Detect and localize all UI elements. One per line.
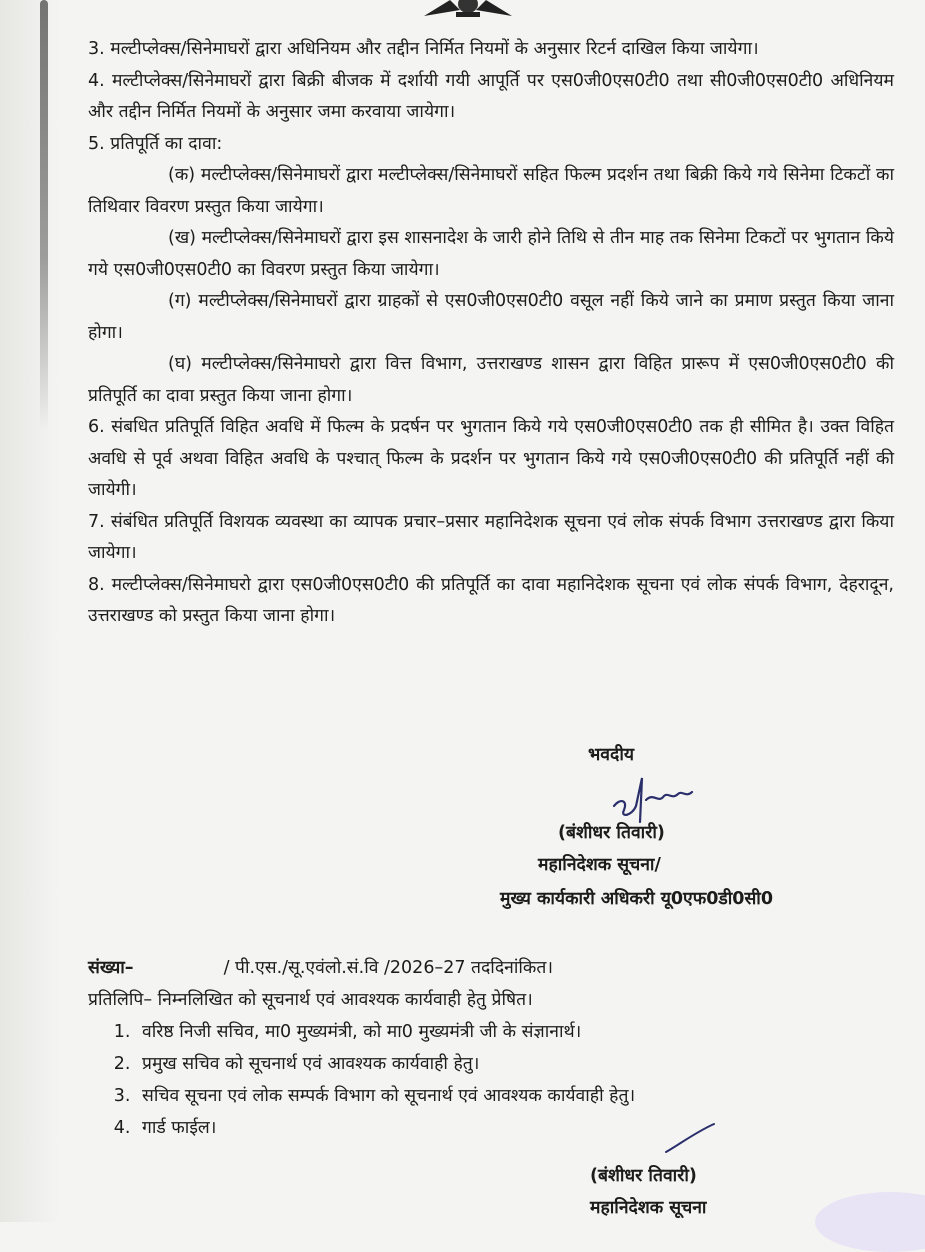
letter-body [88,34,894,633]
copy-to-list [88,1016,898,1144]
paragraph-6: 6. संबधित प्रतिपूर्ति विहित अवधि में फिल्म के प्रदर्षन पर भुगतान किये गये एस0जी0एस0टी0 तक ही सीमित है। उक्त विहित अवधि से पूर्व अथवा विहित अवधि के पश्चात् फिल्म के प्रदर्शन पर भुगतान किये गये एस0जी0एस0टी0 की प्रतिपूर्ति नहीं की जायेगी। [88,417,894,500]
paragraph-8: 8. मल्टीप्लेक्स/सिनेमाघरो द्वारा एस0जी0एस0टी0 की प्रतिपूर्ति का दावा महानिदेशक सूचना एवं लोक संपर्क विभाग, देहरादून, उत्तराखण्ड को प्रस्तुत किया जाना होगा। [88,574,894,626]
paragraph-5-gha: (घ) मल्टीप्लेक्स/सिनेमाघरो द्वारा वित्त विभाग, उत्तराखण्ड शासन द्वारा विहित प्रारूप में एस0जी0एस0टी0 की प्रतिपूर्ति का दावा प्रस्तुत किया जाना होगा। [88,354,894,406]
closing-text: भवदीय [588,745,635,765]
reference-number: / पी.एस./सू.एवंलो.सं.वि /2026–27 तददिनांकित। [223,958,553,978]
signature-block [500,742,900,910]
reference-label: संख्या– [88,958,134,978]
paragraph-5-ka: (क) मल्टीप्लेक्स/सिनेमाघरों द्वारा मल्टीप्लेक्स/सिनेमाघरों सहित फिल्म प्रदर्शन तथा बिक्री किये गये सिनेमा टिकटों का तिथिवार विवरण प्रस्तुत किया जायेगा। [88,165,894,217]
page-fold-mark [40,0,48,430]
second-signatory-name: (बंशीधर तिवारी) [590,1166,697,1186]
signatory-designation-1: महानिदेशक सूचना/ [538,855,661,875]
second-signatory-designation: महानिदेशक सूचना [590,1198,707,1218]
page-left-shadow [0,0,60,1222]
copy-to-line: प्रतिलिपि– निम्नलिखित को सूचनार्थ एवं आवश्यक कार्यवाही हेतु प्रेषित। [88,990,533,1010]
initial-signature-stroke [660,1118,720,1158]
list-item: 2. प्रमुख सचिव को सूचनार्थ एवं आवश्यक कार्यवाही हेतु। [136,1048,898,1080]
reference-section [88,952,898,1144]
paragraph-5-kha: (ख) मल्टीप्लेक्स/सिनेमाघरों द्वारा इस शासनादेश के जारी होने तिथि से तीन माह तक सिनेमा टिकटों पर भुगतान किये गये एस0जी0एस0टी0 का विवरण प्रस्तुत किया जायेगा। [88,228,894,280]
paragraph-4: 4. मल्टीप्लेक्स/सिनेमाघरों द्वारा बिक्री बीजक में दर्शायी गयी आपूर्ति पर एस0जी0एस0टी0 तथा सी0जी0एस0टी0 अधिनियम और तद्दीन निर्मित नियमों के अनुसार जमा करवाया जायेगा। [88,70,894,122]
reference-number-line [88,952,898,984]
list-item: 4. गार्ड फाईल। [136,1112,898,1144]
handwritten-signature [606,770,716,826]
paragraph-5: 5. प्रतिपूर्ति का दावा: [88,133,223,154]
signatory-name: (बंशीधर तिवारी) [558,823,665,843]
signatory-designation-2: मुख्य कार्यकारी अधिकरी यू0एफ0डी0सी0 [500,889,773,909]
list-item: 3. सचिव सूचना एवं लोक सम्पर्क विभाग को सूचनार्थ एवं आवश्यक कार्यवाही हेतु। [136,1080,898,1112]
paragraph-7: 7. संबंधित प्रतिपूर्ति विशयक व्यवस्था का व्यापक प्रचार–प्रसार महानिदेशक सूचना एवं लोक संपर्क विभाग उत्तराखण्ड द्वारा किया जायेगा। [88,511,894,563]
list-item: 1. वरिष्ठ निजी सचिव, मा0 मुख्यमंत्री, को मा0 मुख्यमंत्री जी के संज्ञानार्थ। [136,1016,898,1048]
paragraph-3: 3. मल्टीप्लेक्स/सिनेमाघरों द्वारा अधिनियम और तद्दीन निर्मित नियमों के अनुसार रिटर्न दाखिल किया जायेगा। [88,39,759,59]
paragraph-5-ga: (ग) मल्टीप्लेक्स/सिनेमाघरों द्वारा ग्राहकों से एस0जी0एस0टी0 वसूल नहीं किये जाने का प्रमाण प्रस्तुत किया जाना होगा। [88,291,894,343]
emblem-icon [420,0,516,20]
